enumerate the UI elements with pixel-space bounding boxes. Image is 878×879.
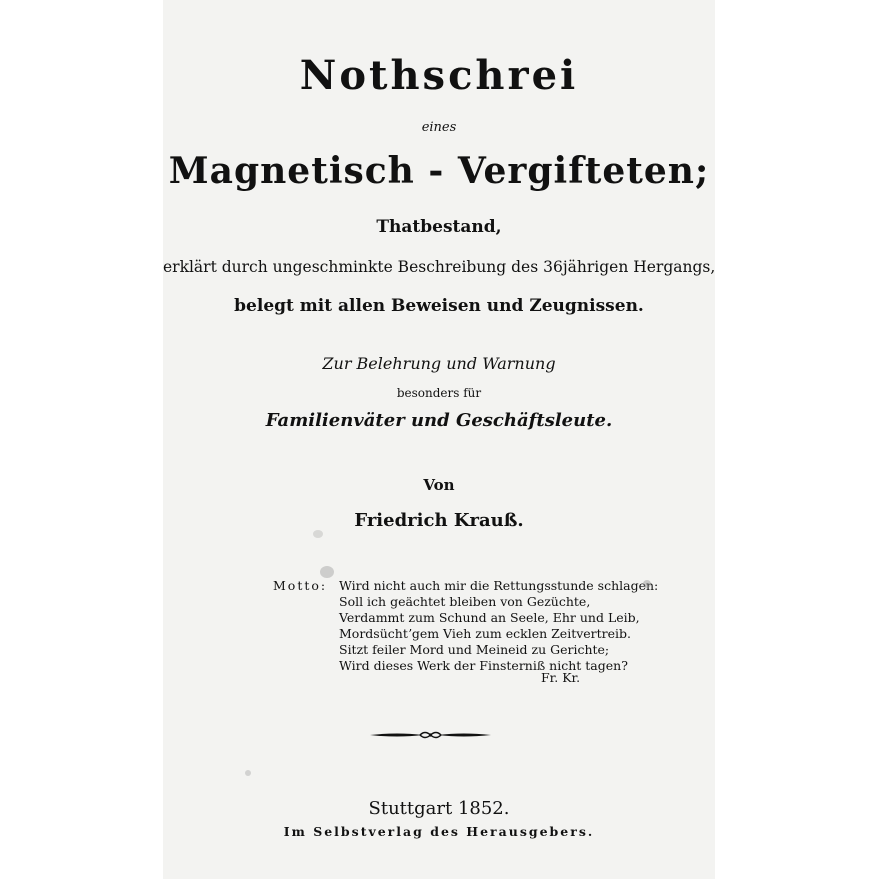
title-page <box>163 0 715 879</box>
especially-line: besonders für <box>396 386 482 400</box>
document-title: Nothschrei <box>299 52 579 99</box>
paper-stain <box>313 530 323 538</box>
motto-line: Wird nicht auch mir die Rettungsstunde schlagen: <box>339 578 659 593</box>
audience-line: Familienväter und Geschäftsleute. <box>265 410 613 431</box>
paper-stain <box>643 580 651 588</box>
motto-line: Mordsüchtʼgem Vieh zum ecklen Zeitvertreib. <box>339 626 632 641</box>
publisher-line: Im Selbstverlag des Herausgebers. <box>283 824 595 839</box>
motto-label: Motto: <box>273 578 328 593</box>
motto-line: Sitzt feiler Mord und Meineid zu Gerichte; <box>339 642 610 657</box>
by-line: Von <box>423 476 455 494</box>
motto-signature: Fr. Kr. <box>541 670 581 685</box>
eines-word: eines <box>421 120 457 135</box>
paper-stain <box>320 566 334 578</box>
document-subtitle: Magnetisch - Vergifteten; <box>168 150 710 192</box>
description-line: erklärt durch ungeschminkte Beschreibung des 36jährigen Hergangs, <box>163 258 715 276</box>
motto-line: Soll ich geächtet bleiben von Gezüchte, <box>339 594 591 609</box>
author-name: Friedrich Krauß. <box>354 510 524 531</box>
motto-line: Verdammt zum Schund an Seele, Ehr und Leib, <box>339 610 640 625</box>
purpose-line: Zur Belehrung und Warnung <box>322 354 556 373</box>
paper-stain <box>245 770 251 776</box>
thatbestand-line: Thatbestand, <box>376 217 502 237</box>
evidence-line: belegt mit allen Beweisen und Zeugnissen. <box>234 296 644 316</box>
ornament-divider-icon <box>368 728 493 742</box>
motto-line: Wird dieses Werk der Finsterniß nicht tagen? <box>339 658 628 673</box>
place-and-year: Stuttgart 1852. <box>368 798 510 819</box>
motto-verse <box>339 578 658 674</box>
